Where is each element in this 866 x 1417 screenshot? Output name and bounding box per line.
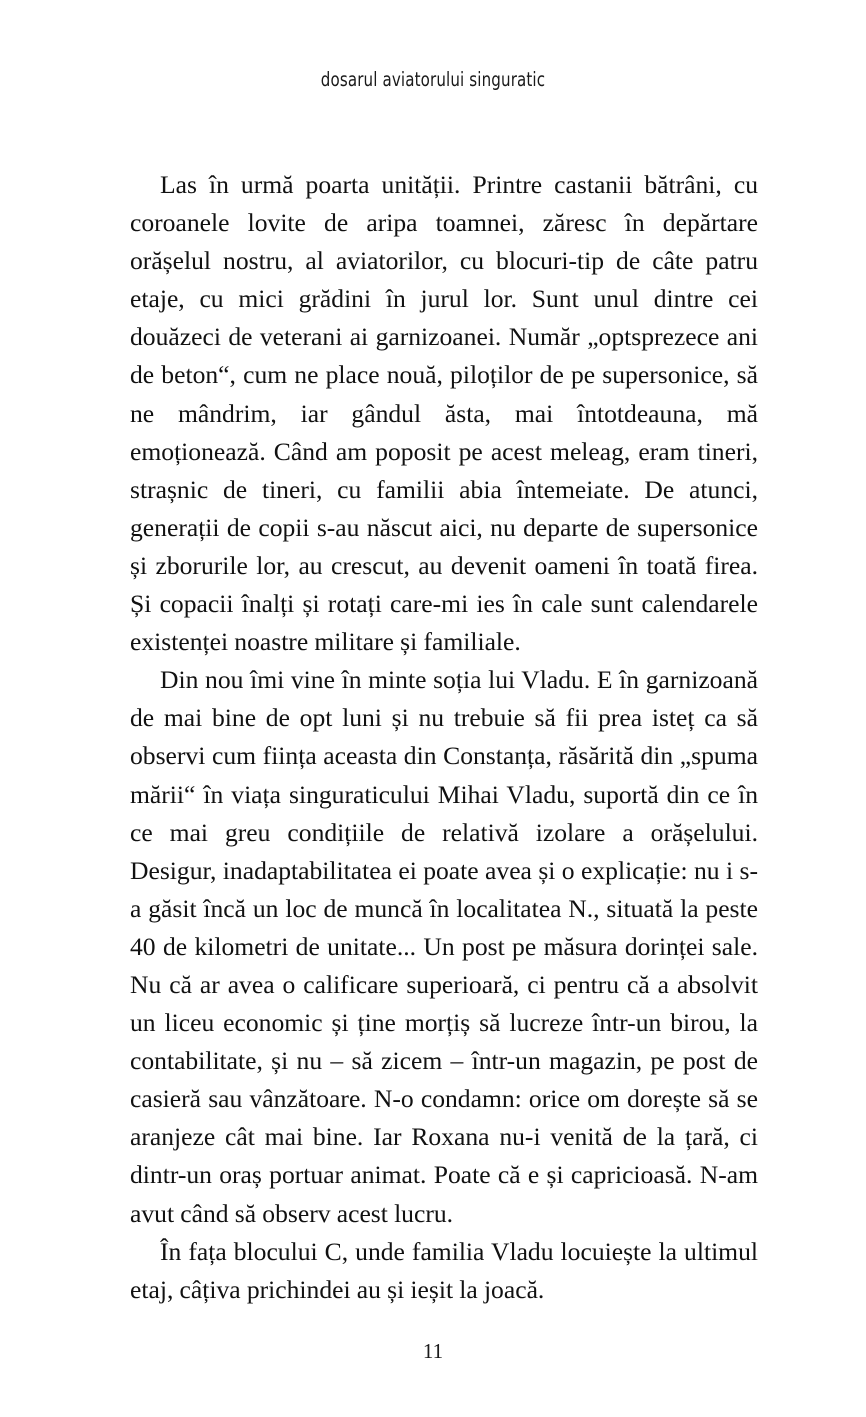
page-number: 11 xyxy=(422,1339,444,1363)
paragraph: Las în urmă poarta unității. Printre castanii bătrâni, cu coroanele lovite de aripa toamnei, zăresc în depărtare orășelul nostru, al aviatorilor, cu blocuri-tip de câte patru etaje, cu mici grădini în jurul lor. Sunt unul dintre cei douăzeci de veterani ai garnizoanei. Număr „optsprezece ani de beton“, cum ne place nouă, piloților de pe supersonice, să ne mândrim, iar gândul ăsta, mai întotdeauna, mă emoționează. Când am poposit pe acest meleag, eram tineri, strașnic de tineri, cu familii abia întemeiate. De atunci, generații de copii s-au născut aici, nu departe de supersonice și zborurile lor, au crescut, au devenit oameni în toată firea. Și copacii înalți și rotați care-mi ies în cale sunt calendarele existenței noastre militare și familiale. xyxy=(130,170,758,657)
body-text-block xyxy=(130,166,758,1309)
paragraph: Din nou îmi vine în minte soția lui Vladu. E în garnizoană de mai bine de opt luni și nu trebuie să fii prea isteț ca să observi cum ființa aceasta din Constanța, răsărită din „spuma mării“ în viața singuraticului Mihai Vladu, suportă din ce în ce mai greu condițiile de relativă izolare a orășelului. Desigur, inadaptabilitatea ei poate avea și o explicație: nu i s-a găsit încă un loc de muncă în localitatea N., situată la peste 40 de kilometri de unitate... Un post pe măsura dorinței sale. Nu că ar avea o calificare superioară, ci pentru că a absolvit un liceu economic și ține morțiș să lucreze într-un birou, la contabilitate, și nu – să zicem – într-un magazin, pe post de casieră sau vânzătoare. N-o condamn: orice om dorește să se aranjeze cât mai bine. Iar Roxana nu-i venită de la țară, ci dintr-un oraș portuar animat. Poate că e și capricioasă. N-am avut când să observ acest lucru. xyxy=(130,665,758,1228)
paragraph: În fața blocului C, unde familia Vladu locuiește la ultimul etaj, câțiva prichindei au și ieșit la joacă. xyxy=(130,1236,758,1304)
running-header: dosarul aviatorului singuratic xyxy=(320,68,546,91)
